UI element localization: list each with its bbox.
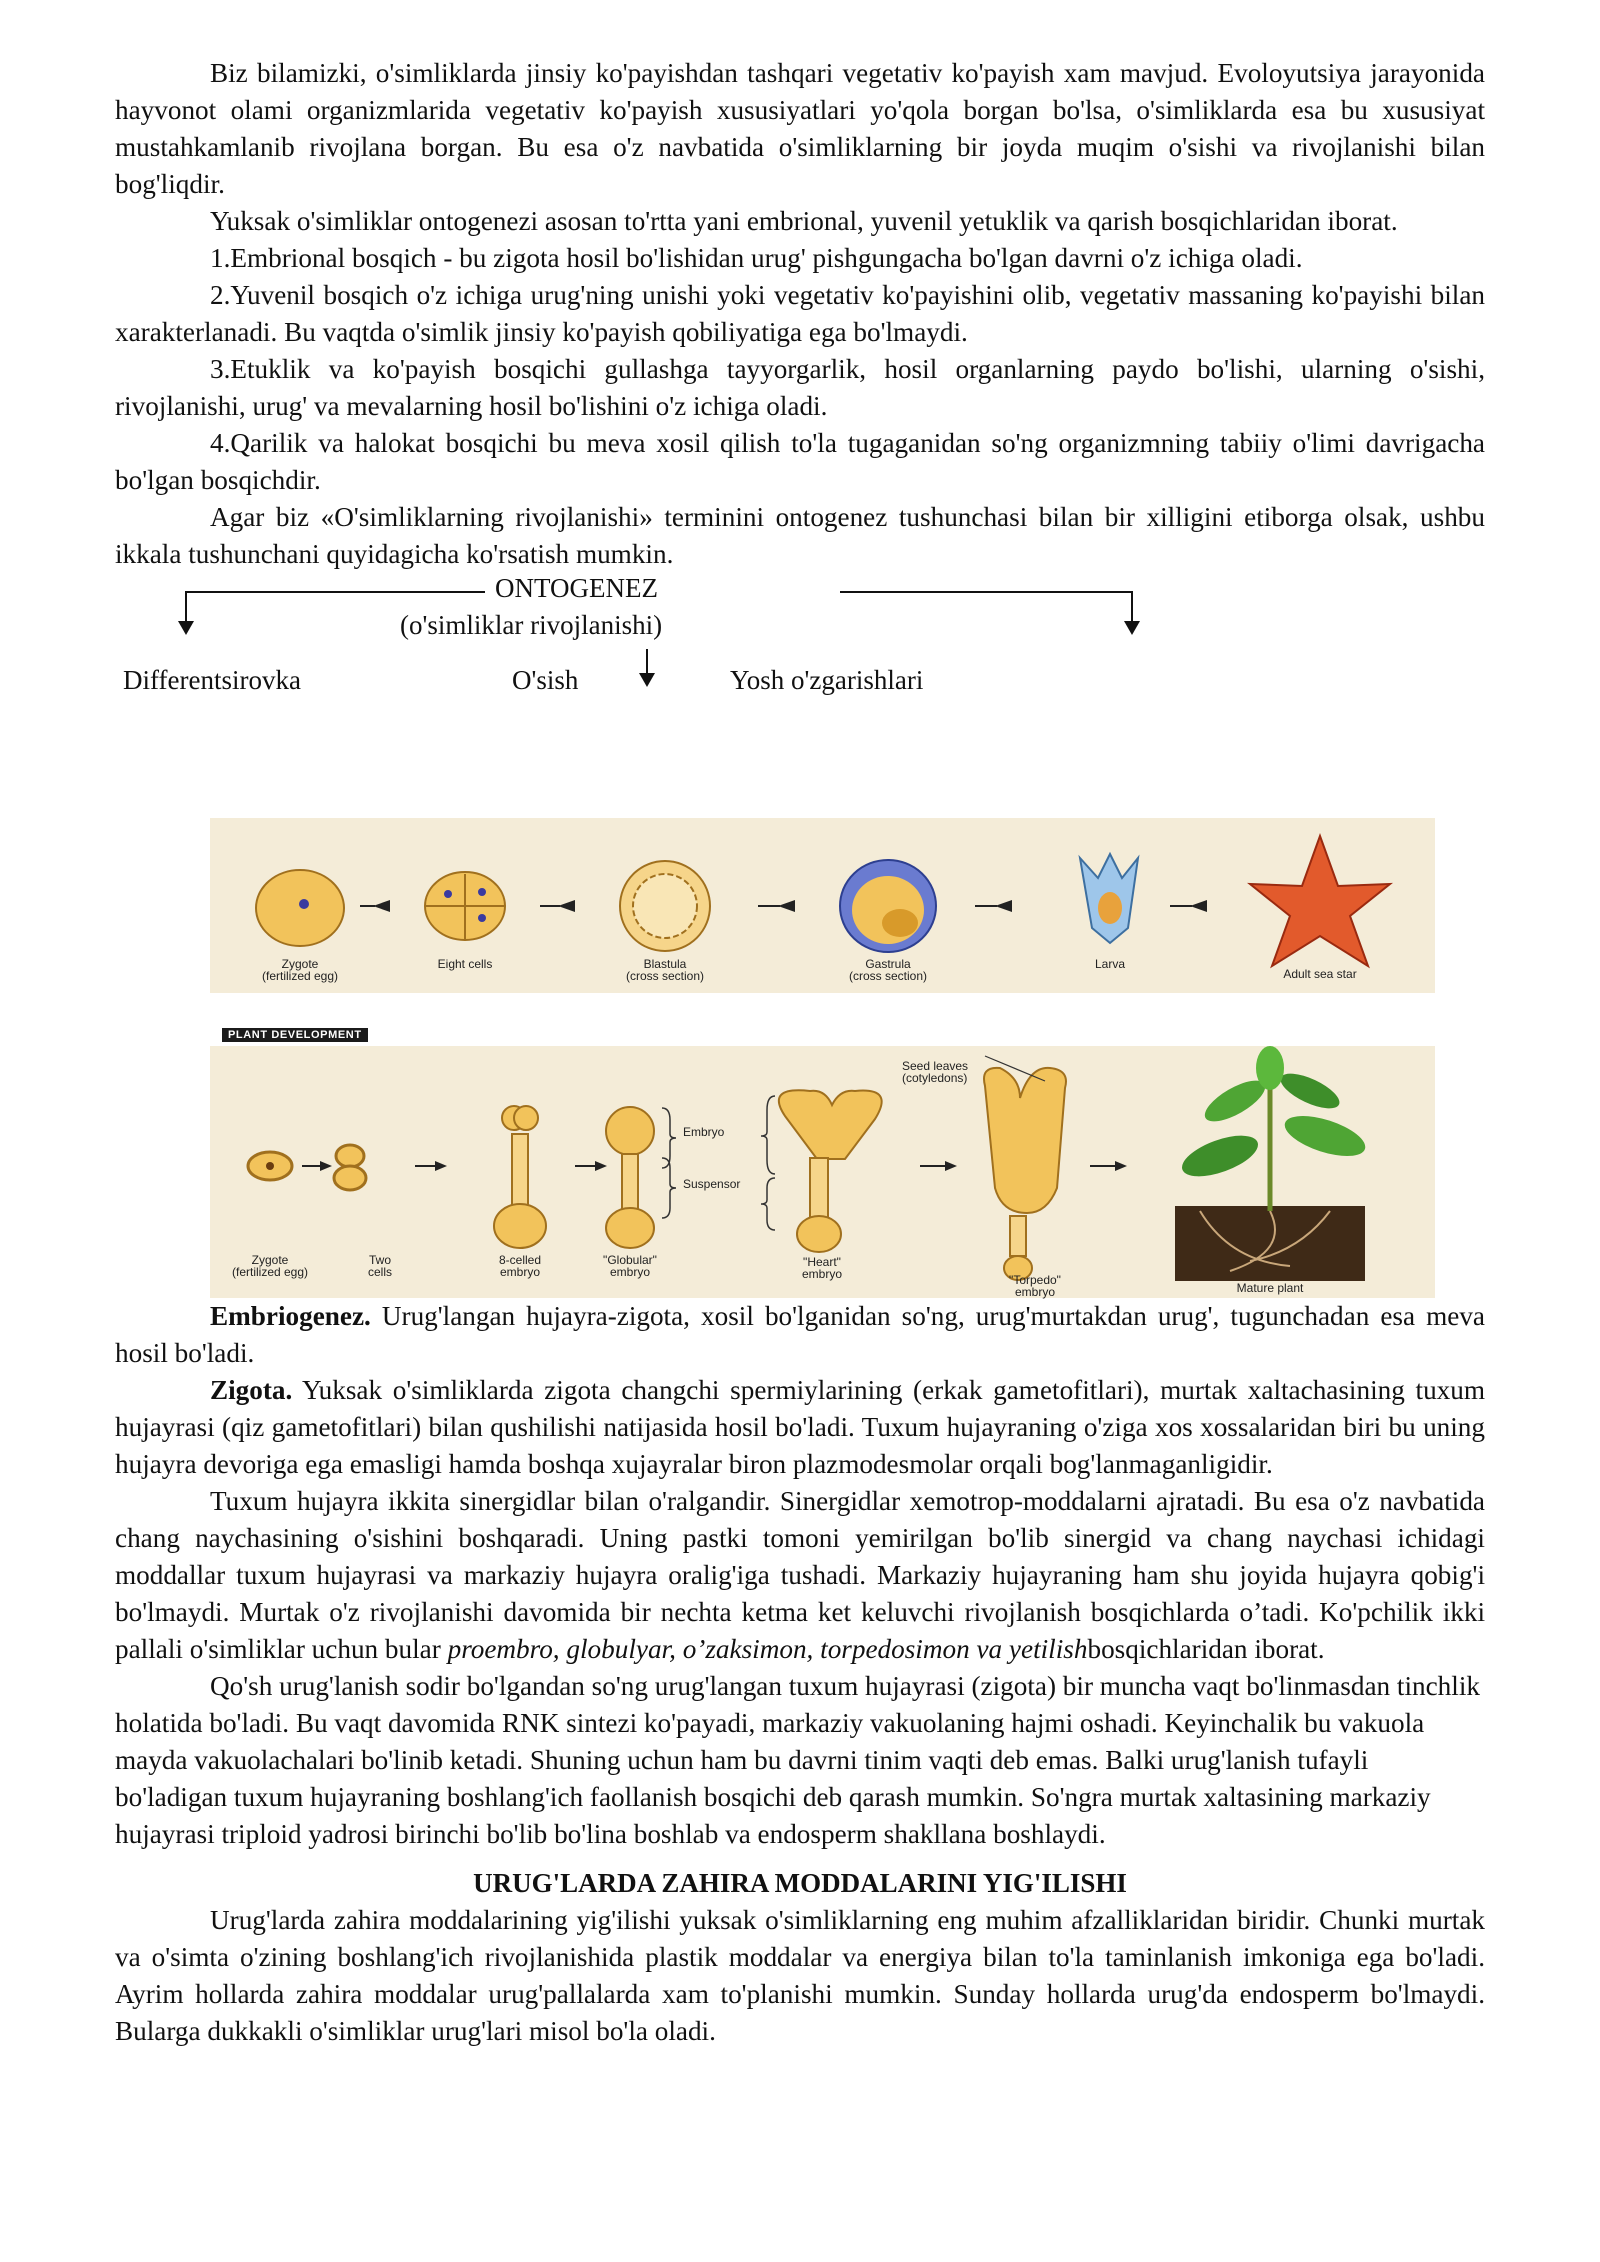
scheme-left-line [185, 591, 485, 593]
paragraph-qosh: Qo'sh urug'lanish sodir bo'lgandan so'ng urug'langan tuxum hujayrasi (zigota) bir muncha vaqt bo'linmasdan tinchlik holatida bo'ladi. Bu vaqt davomida RNK sintezi ko'payadi, markaziy vakuolaning hajmi oshadi. Keyinchalik bu vakuola mayda vakuolachalari bo'linib ketadi. Shuning uchun ham bu davrni tinim vaqti deb emas. Balki urug'lanish tufayli bo'ladigan tuxum hujayraning boshlang'ich faollanish bosqichi deb qarash mumkin. So'ngra murtak xaltasining markaziy hujayrasi triploid yadrosi birinchi bo'lib bo'lina boshlab va endosperm shakllana boshlaydi. [115, 1671, 1480, 1849]
tuxum-text: Tuxum hujayra ikkita sinergidlar bilan o'ralgandir. Sinergidlar xemotrop-moddalarni ajratadi. Bu esa o'z navbatida chang naychasining o'sishini boshqaradi. Uning pastki tomoni yemirilgan bo'lib sinergid va chang naychasi ichidagi moddallar tuxum hujayrasi va markaziy hujayra oralig'iga tushadi. Markaziy hujayraning ham shu joyida hujayra qobig'i bo'lmaydi. Murtak o'z rivojlanishi davomida bir nechta ketma ket keluvchi rivojlanish bosqichlarda o’tadi. Ko'pchilik ikki pallali o'simliklar uchun bular [115, 1486, 1485, 1664]
paragraph-embriogenez [115, 1298, 1485, 1372]
globular-embryo [606, 1107, 676, 1248]
tuxum-tail: bosqichlaridan iborat. [1087, 1634, 1325, 1664]
term-zigota: Zigota. [210, 1375, 293, 1405]
term-embriogenez: Embriogenez. [210, 1301, 371, 1331]
scheme-middle-item: O'sish [512, 665, 579, 695]
zigota-text: Yuksak o'simliklarda zigota changchi spermiylarining (erkak gametofitlari), murtak xaltachasining tuxum hujayrasi (qiz gametofitlari) bilan qushilishi natijasida hosil bo'ladi. Tuxum hujayraning o'ziga xos xossalaridan biri bu uning hujayra devoriga ega emasligi hamda boshqa xujayralar biron plazmodesmolar orqali bog'lanmaganligidir. [115, 1375, 1485, 1479]
seed-leaves-label: Seed leaves (cotyledons) [902, 1059, 969, 1085]
paragraph-stage-3: 3.Etuklik va ko'payish bosqichi gullashga tayyorgarlik, hosil organlarning paydo bo'lishi, ularning o'sishi, rivojlanishi, urug' va mevalarning hosil bo'lishini o'z ichiga oladi. [115, 354, 1485, 421]
scheme-right-item: Yosh o'zgarishlari [730, 665, 924, 695]
plant-caption-mature: Mature plant [1236, 1281, 1304, 1295]
paragraph-stage-2: 2.Yuvenil bosqich o'z ichiga urug'ning unishi yoki vegetativ ko'payishini olib, vegetativ massaning ko'payishi bilan xarakterlanadi. Bu vaqtda o'simlik jinsiy ko'payish qobiliyatiga ega bo'lmaydi. [115, 280, 1485, 347]
paragraph-scheme-intro: Agar biz «O'simliklarning rivojlanishi» terminini ontogenez tushunchasi bilan bir xilligini etiborga olsak, ushbu ikkala tushunchani quyidagicha ko'rsatish mumkin. [115, 502, 1485, 569]
embriogenez-text: Urug'langan hujayra-zigota, xosil bo'lganidan so'ng, urug'murtakdan urug', tugunchadan esa meva hosil bo'ladi. [115, 1301, 1485, 1368]
embryo-label: Embryo [683, 1125, 725, 1139]
paragraph-zahira: Urug'larda zahira moddalarining yig'ilishi yuksak o'simliklarning eng muhim afzalliklaridan biridir. Chunki murtak va o'simta o'zining boshlang'ich rivojlanishida plastik moddalar va energiya bilan to'la taminlanish imkoniga ega bo'ladi. Ayrim hollarda zahira moddalar urug'pallalarda xam to'planishi mumkin. Sunday hollarda urug'da endosperm bo'lmaydi. Bularga dukkakli o'simliklar urug'lari misol bo'la oladi. [115, 1905, 1485, 2046]
scheme-subtitle: (o'simliklar rivojlanishi) [400, 610, 663, 640]
two-cells [334, 1145, 366, 1190]
tuxum-italic-stages: proembro, globulyar, o’zaksimon, torpedosimon va yetilish [447, 1634, 1088, 1664]
paragraph-ontogenesis-stages: Yuksak o'simliklar ontogenezi asosan to'rtta yani embrional, yuvenil yetuklik va qarish bosqichlaridan iborat. [210, 206, 1398, 236]
middle-arrow-head-icon [639, 673, 655, 687]
document-page [115, 55, 1485, 2050]
animal-caption-blastula: Blastula (cross section) [625, 957, 705, 983]
eight-celled-embryo [494, 1106, 546, 1248]
animal-caption-larva: Larva [1094, 957, 1126, 971]
heart-embryo [761, 1090, 882, 1252]
scheme-title: ONTOGENEZ [495, 573, 658, 603]
plant-panel [210, 1046, 1435, 1298]
gastrula [840, 860, 936, 952]
scheme-right-line [840, 591, 1133, 593]
mature-plant [1175, 1046, 1370, 1281]
paragraph-tuxum [115, 1483, 1485, 1668]
plant-caption-8-celled: 8-celled embryo [498, 1253, 542, 1279]
zygote-egg [256, 870, 344, 946]
suspensor-label: Suspensor [683, 1177, 741, 1191]
plant-zygote [248, 1152, 292, 1180]
eight-cells [425, 872, 505, 940]
torpedo-embryo [984, 1068, 1066, 1280]
paragraph-vegetative: Biz bilamizki, o'simliklarda jinsiy ko'payishdan tashqari vegetativ ko'payish xam mavjud. Evoloyutsiya jarayonida hayvonot olami organizmlarida vegetativ ko'payish xususiyatlari yo'qola borgan bo'lsa, o'simliklarda esa bu xususiyat mustahkamlanib rivojlana borgan. Bu esa o'z navbatida o'simliklarning bir joyda muqim o'sishi va rivojlanishi bilan bog'liqdir. [115, 58, 1485, 199]
section-heading: URUG'LARDA ZAHIRA MODDALARINI YIG'ILISHI [473, 1868, 1127, 1898]
right-arrow-head-icon [1124, 621, 1140, 635]
scheme-middle-drop [646, 649, 648, 675]
plant-development-label: PLANT DEVELOPMENT [222, 1028, 368, 1042]
plant-caption-zygote: Zygote (fertilized egg) [231, 1253, 309, 1279]
ontogenez-scheme [115, 573, 1485, 693]
paragraph-stage-1: 1.Embrional bosqich - bu zigota hosil bo'lishidan urug' pishgungacha bo'lgan davrni o'z ichiga oladi. [210, 243, 1303, 273]
plant-caption-torpedo: "Torpedo" embryo [1009, 1273, 1061, 1299]
blastula [620, 861, 710, 951]
larva [1080, 854, 1138, 943]
plant-caption-heart: "Heart" embryo [801, 1255, 843, 1281]
scheme-left-item: Differentsirovka [123, 665, 301, 695]
plant-caption-globular: "Globular" embryo [603, 1253, 657, 1279]
paragraph-stage-4: 4.Qarilik va halokat bosqichi bu meva xosil qilish to'la tugaganidan so'ng organizmning tabiiy o'limi davrigacha bo'lgan bosqichdir. [115, 428, 1485, 495]
animal-stages-drawing [210, 818, 1435, 993]
animal-panel [210, 818, 1435, 993]
paragraph-zigota [115, 1372, 1485, 1483]
plant-caption-two-cells: Two cells [367, 1253, 393, 1279]
development-figure [210, 818, 1435, 1298]
animal-caption-sea-star: Adult sea star [1283, 967, 1357, 981]
animal-caption-gastrula: Gastrula (cross section) [848, 957, 928, 983]
animal-caption-zygote: Zygote (fertilized egg) [261, 957, 339, 983]
left-arrow-head-icon [178, 621, 194, 635]
animal-caption-eight-cells: Eight cells [437, 957, 493, 971]
adult-sea-star [1250, 836, 1390, 966]
